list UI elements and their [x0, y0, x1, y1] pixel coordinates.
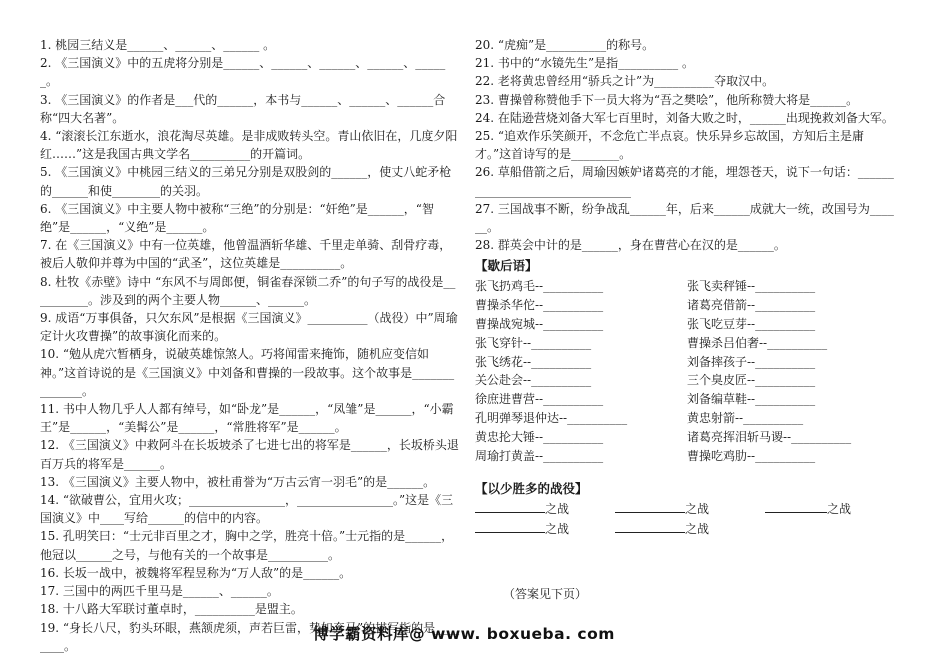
xiehouyu-item: 关公赴会--__________ [475, 373, 592, 388]
question-item: 8. 杜牧《赤壁》诗中 “东风不与周郎便，铜雀春深锁二乔”的句子写的战役是__________。涉及到的两个主要人物______、______。 [40, 274, 456, 307]
question-item: 13. 《三国演义》主要人物中，被杜甫誉为“万古云宵一羽毛”的是______。 [40, 474, 436, 489]
question-item: 15. 孔明笑曰：“士元非百里之才，胸中之学，胜亮十倍。”士元指的是______，他冠以______之号，与他有关的一个故事是__________。 [40, 529, 454, 562]
battle-blank [615, 520, 765, 538]
battles-title: 【以少胜多的战役】 [475, 481, 588, 497]
blank-line [475, 501, 545, 513]
question-item: 24. 在陆逊营烧刘备大军七百里时，刘备大败之时，______出现挽救刘备大军。 [475, 110, 894, 125]
xiehouyu-item: 刘备编草鞋--__________ [687, 392, 816, 407]
question-item: 11. 书中人物几乎人人都有绰号，如“卧龙”是______，“凤雏”是______，“小霸王”是______，“美髯公”是______，“常胜将军”是______。 [40, 402, 454, 435]
battles-grid [475, 500, 895, 538]
xiehouyu-item: 诸葛亮挥泪斩马谡--__________ [687, 429, 852, 444]
question-item: 18. 十八路大军联讨董卓时，__________是盟主。 [40, 602, 303, 617]
question-item: 14. “欲破曹公，宜用火攻；________________，________________。”这是《三国演义》中____写给______的信中的内容。 [40, 493, 454, 526]
question-item: 5. 《三国演义》中桃园三结义的三弟兄分别是双股剑的______，使丈八蛇矛枪的______和使________的关羽。 [40, 165, 452, 198]
question-item: 4. “滚滚长江东逝水，浪花淘尽英雄。是非成败转头空。青山依旧在，几度夕阳红……”这是我国古典文学名__________的开篇词。 [40, 129, 458, 162]
question-item: 22. 老将黄忠曾经用“骄兵之计”为__________夺取汉中。 [475, 74, 775, 89]
battles-section [475, 479, 895, 538]
battle-suffix: 之战 [545, 502, 570, 517]
xiehouyu-item: 孔明弹琴退仲达--__________ [475, 411, 628, 426]
xiehouyu-item: 曹操杀吕伯奢--__________ [687, 335, 828, 350]
blank-line [615, 501, 685, 513]
left-column [40, 36, 460, 655]
xiehouyu-item: 张飞吃豆芽--__________ [687, 317, 816, 332]
blank-line [765, 501, 827, 513]
xiehouyu-item: 张飞穿针--__________ [475, 335, 592, 350]
xiehouyu-item: 三个臭皮匠--__________ [687, 373, 816, 388]
xiehouyu-item: 张飞绣花--__________ [475, 354, 592, 369]
question-item: 3. 《三国演义》的作者是___代的______，本书与______、______、______合称“四大名著”。 [40, 92, 446, 125]
right-questions [475, 36, 895, 254]
question-item: 19. “身长八尺，豹头环眼，燕颔虎须，声若巨雷，势如奔马”的描写指的是________。 [40, 620, 460, 653]
battle-suffix: 之战 [827, 502, 852, 517]
xiehouyu-item: 徐庶进曹营--__________ [475, 392, 604, 407]
battle-blank [475, 520, 615, 538]
question-item: 16. 长坂一战中，被魏将军程昱称为“万人敌”的是______。 [40, 565, 352, 580]
xiehouyu-item: 张飞卖秤锤--__________ [687, 279, 816, 294]
answer-note: （答案见下页） [503, 587, 588, 601]
question-item: 17. 三国中的两匹千里马是______、______。 [40, 584, 279, 599]
xiehouyu-item: 黄忠抡大锤--__________ [475, 429, 604, 444]
battle-suffix: 之战 [545, 522, 570, 537]
xiehouyu-item: 周瑜打黄盖--__________ [475, 448, 604, 463]
question-item: 9. 成语“万事俱备，只欠东风”是根据《三国演义》__________（战役）中”周瑜定计火攻曹操”的故事演化而来的。 [40, 311, 458, 344]
question-item: 2. 《三国演义》中的五虎将分别是______、______、______、______、______。 [40, 56, 446, 89]
xiehouyu-item: 张飞扔鸡毛--__________ [475, 279, 604, 294]
xiehouyu-item: 曹操战宛城--__________ [475, 317, 604, 332]
question-item: 21. 书中的“水镜先生”是指__________ 。 [475, 56, 694, 71]
blank-line [475, 521, 545, 533]
battle-blank [765, 500, 895, 518]
battle-suffix: 之战 [685, 522, 710, 537]
question-item: 12. 《三国演义》中救阿斗在长坂坡杀了七进七出的将军是______，长坂桥头退百万兵的将军是______。 [40, 438, 459, 471]
question-item: 25. “追欢作乐笑颜开，不念危亡半点哀。快乐异乡忘故国，方知后主是庸才。”这首诗写的是________。 [475, 129, 865, 162]
question-item: 20. “虎痴”是__________的称号。 [475, 38, 655, 52]
question-item: 1. 桃园三结义是______、______、______ 。 [40, 38, 276, 52]
xiehouyu-item: 黄忠射箭--__________ [687, 411, 804, 426]
question-item: 27. 三国战事不断，纷争战乱______年，后来______成就大一统，改国号为______。 [475, 201, 894, 235]
right-column [475, 36, 895, 538]
footer-watermark: 博学霸资料库@ www. boxueba. com [313, 625, 615, 643]
xiehouyu-title: 【歇后语】 [475, 258, 538, 274]
question-item: 26. 草船借箭之后，周瑜因嫉妒诸葛亮的才能，埋怨苍天，说下一句话：________________________________ [475, 165, 894, 198]
xiehouyu-item: 曹操吃鸡肋--__________ [687, 448, 816, 463]
question-item: 10. “勉从虎穴暂栖身，说破英雄惊煞人。巧将闻雷来掩饰，随机应变信如神。”这首诗说的是《三国演义》中刘备和曹操的一段故事。这个故事是______________。 [40, 347, 455, 398]
question-item: 6. 《三国演义》中主要人物中被称“三绝”的分别是：“奸绝”是______，“智绝”是______，“义绝”是______。 [40, 201, 434, 235]
blank-line [615, 521, 685, 533]
battle-blank [615, 500, 765, 518]
xiehouyu-grid [475, 277, 895, 465]
battle-suffix: 之战 [685, 502, 710, 517]
question-item: 7. 在《三国演义》中有一位英雄，他曾温酒斩华雄、千里走单骑、刮骨疗毒，被后人敬仰并尊为中国的“武圣”，这位英雄是__________。 [40, 238, 452, 271]
xiehouyu-item: 刘备摔孩子--__________ [687, 354, 816, 369]
battle-blank [475, 500, 615, 518]
question-item: 23. 曹操曾称赞他手下一员大将为“吾之樊哙”，他所称赞大将是______。 [475, 92, 859, 107]
question-item: 28. 群英会中计的是______，身在曹营心在汉的是______。 [475, 238, 786, 253]
xiehouyu-item: 曹操杀华佗--__________ [475, 298, 604, 313]
xiehouyu-item: 诸葛亮借箭--__________ [687, 298, 816, 313]
